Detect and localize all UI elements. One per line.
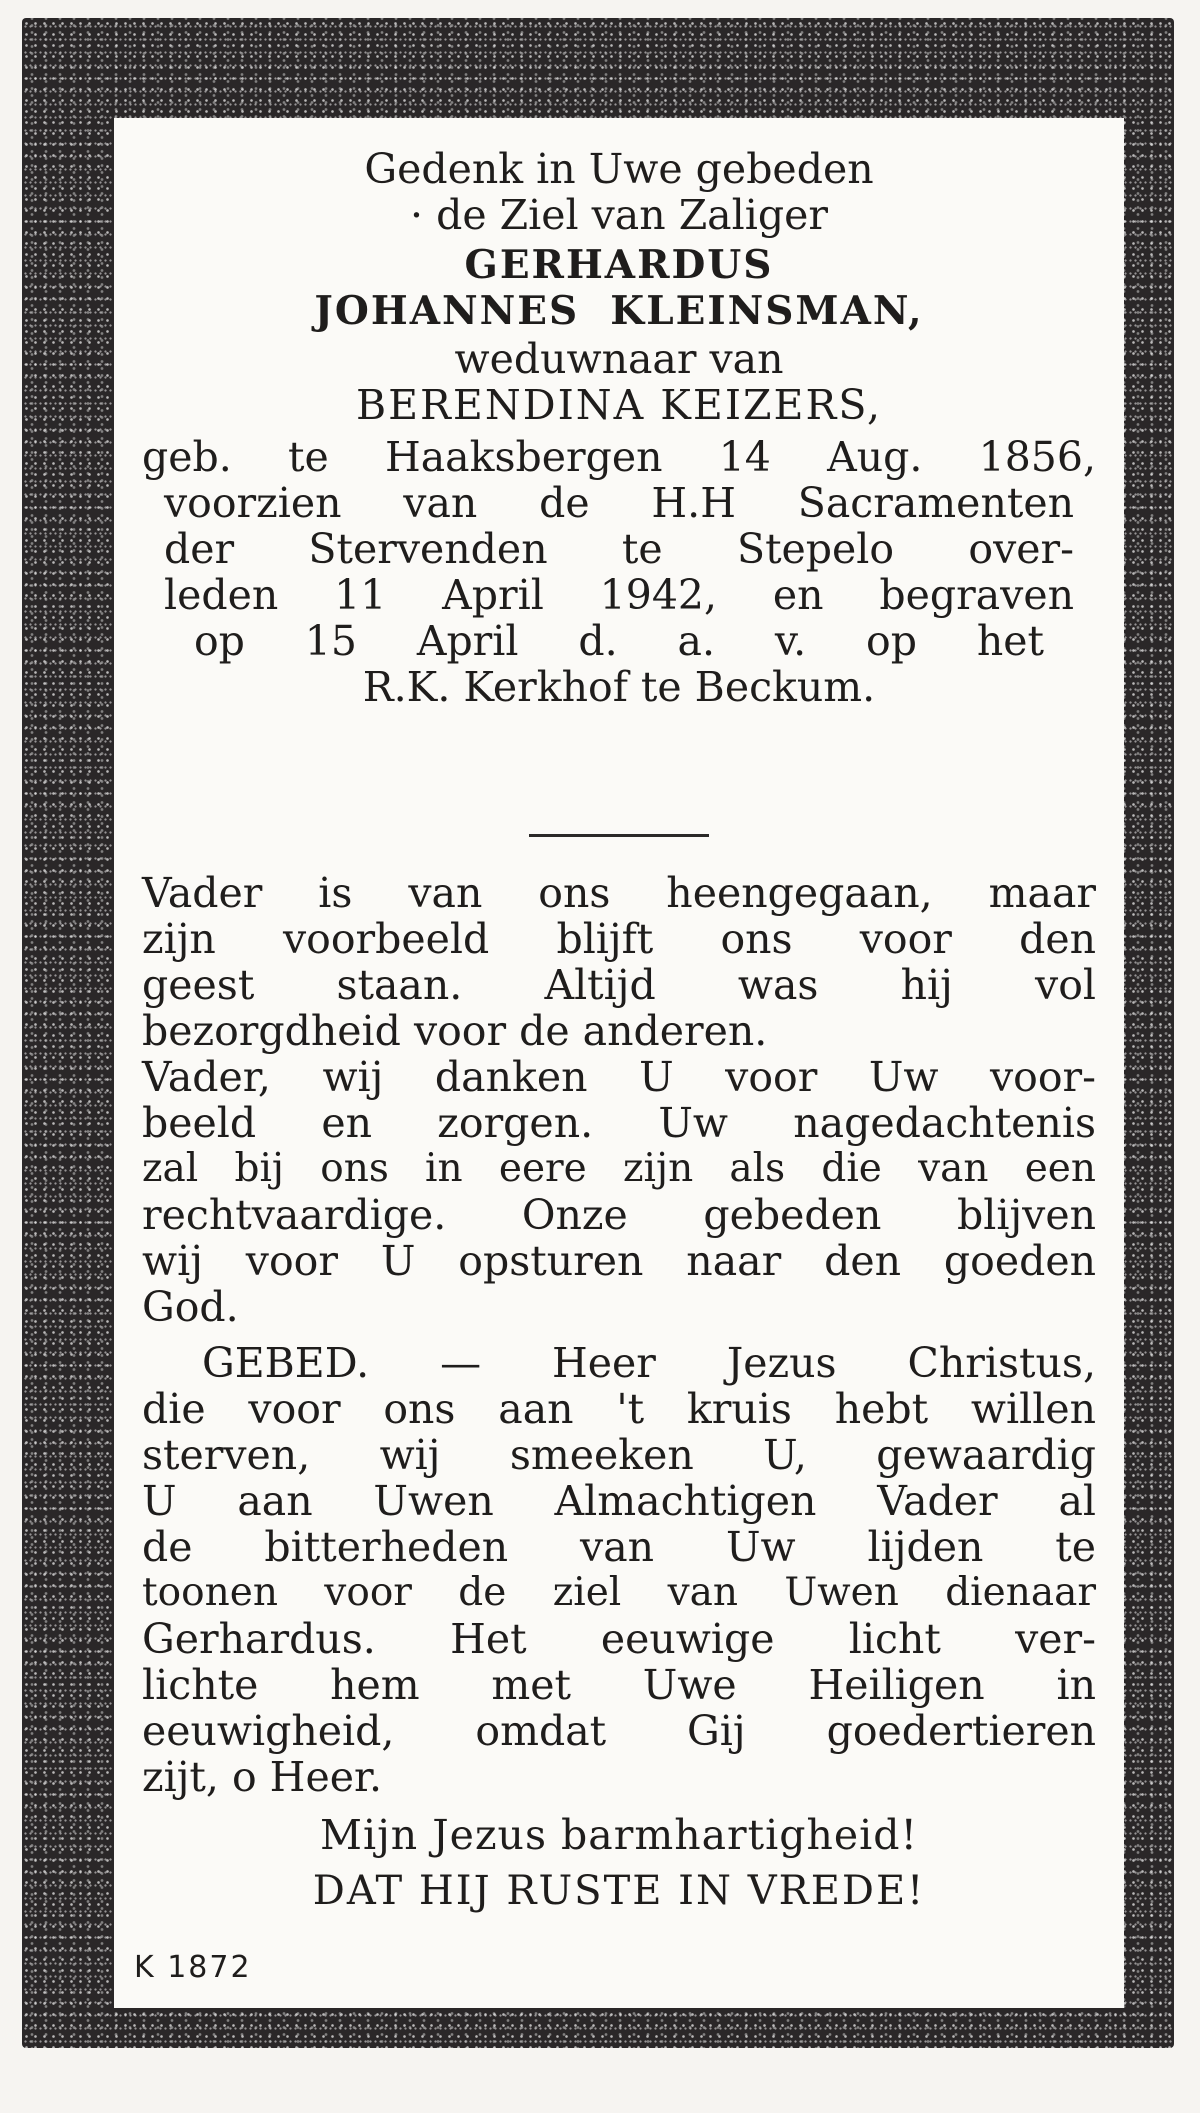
prayer-line: eeuwigheid, omdat Gij goedertieren [142,1707,1096,1755]
burial-line: op 15 April d. a. v. op het [194,617,1044,665]
header-line: · de Ziel van Zaliger [410,191,828,239]
body-line: zal bij ons in eere zijn als die van een [142,1146,1096,1191]
prayer-line: Gerhardus. Het eeuwige licht ver- [142,1615,1096,1663]
closing-invocation: Mijn Jezus barmhartigheid! [320,1811,918,1859]
body-line: God. [142,1283,239,1331]
header-line: voorzien van de H.H Sacramenten [164,479,1074,527]
birth-line: geb. te Haaksbergen 14 Aug. 1856, [142,433,1096,481]
prayer-line: die voor ons aan 't kruis hebt willen [142,1385,1096,1433]
header-line: der Stervenden te Stepelo over- [164,525,1074,573]
deceased-first-name: GERHARDUS [464,242,774,288]
cemetery-line: R.K. Kerkhof te Beckum. [362,663,876,711]
memorial-card-black-border [22,18,1174,2048]
prayer-line: sterven, wij smeeken U, gewaardig [142,1431,1096,1479]
prayer-line: lichte hem met Uwe Heiligen in [142,1661,1096,1709]
header-line: Gedenk in Uwe gebeden [364,145,874,193]
prayer-line: toonen voor de ziel van Uwen dienaar [142,1570,1096,1615]
prayer-line: de bitterheden van Uw lijden te [142,1523,1096,1571]
spouse-name: BERENDINA KEIZERS, [355,381,883,429]
body-line: Vader, wij danken U voor Uw voor- [142,1053,1096,1101]
death-line: leden 11 April 1942, en begraven [164,571,1074,619]
body-line: zijn voorbeeld blijft ons voor den [142,915,1096,963]
body-line: rechtvaardige. Onze gebeden blijven [142,1191,1096,1239]
prayer-line: U aan Uwen Almachtigen Vader al [142,1477,1096,1525]
prayer-line: GEBED. — Heer Jezus Christus, [202,1339,1096,1387]
body-line: Vader is van ons heengegaan, maar [142,869,1096,917]
body-line: bezorgdheid voor de anderen. [142,1007,768,1055]
closing-rest-in-peace: DAT HIJ RUSTE IN VREDE! [312,1868,926,1914]
deceased-full-name: JOHANNES KLEINSMAN, [314,288,924,334]
header-line: weduwnaar van [454,335,784,383]
body-line: geest staan. Altijd was hij vol [142,961,1096,1009]
body-line: beeld en zorgen. Uw nagedachtenis [142,1099,1096,1147]
body-line: wij voor U opsturen naar den goeden [142,1237,1096,1285]
divider-rule [529,834,709,837]
prayer-line: zijt, o Heer. [142,1753,383,1801]
printer-code: K 1872 [134,1950,252,1985]
memorial-card-text-panel [114,118,1124,2008]
